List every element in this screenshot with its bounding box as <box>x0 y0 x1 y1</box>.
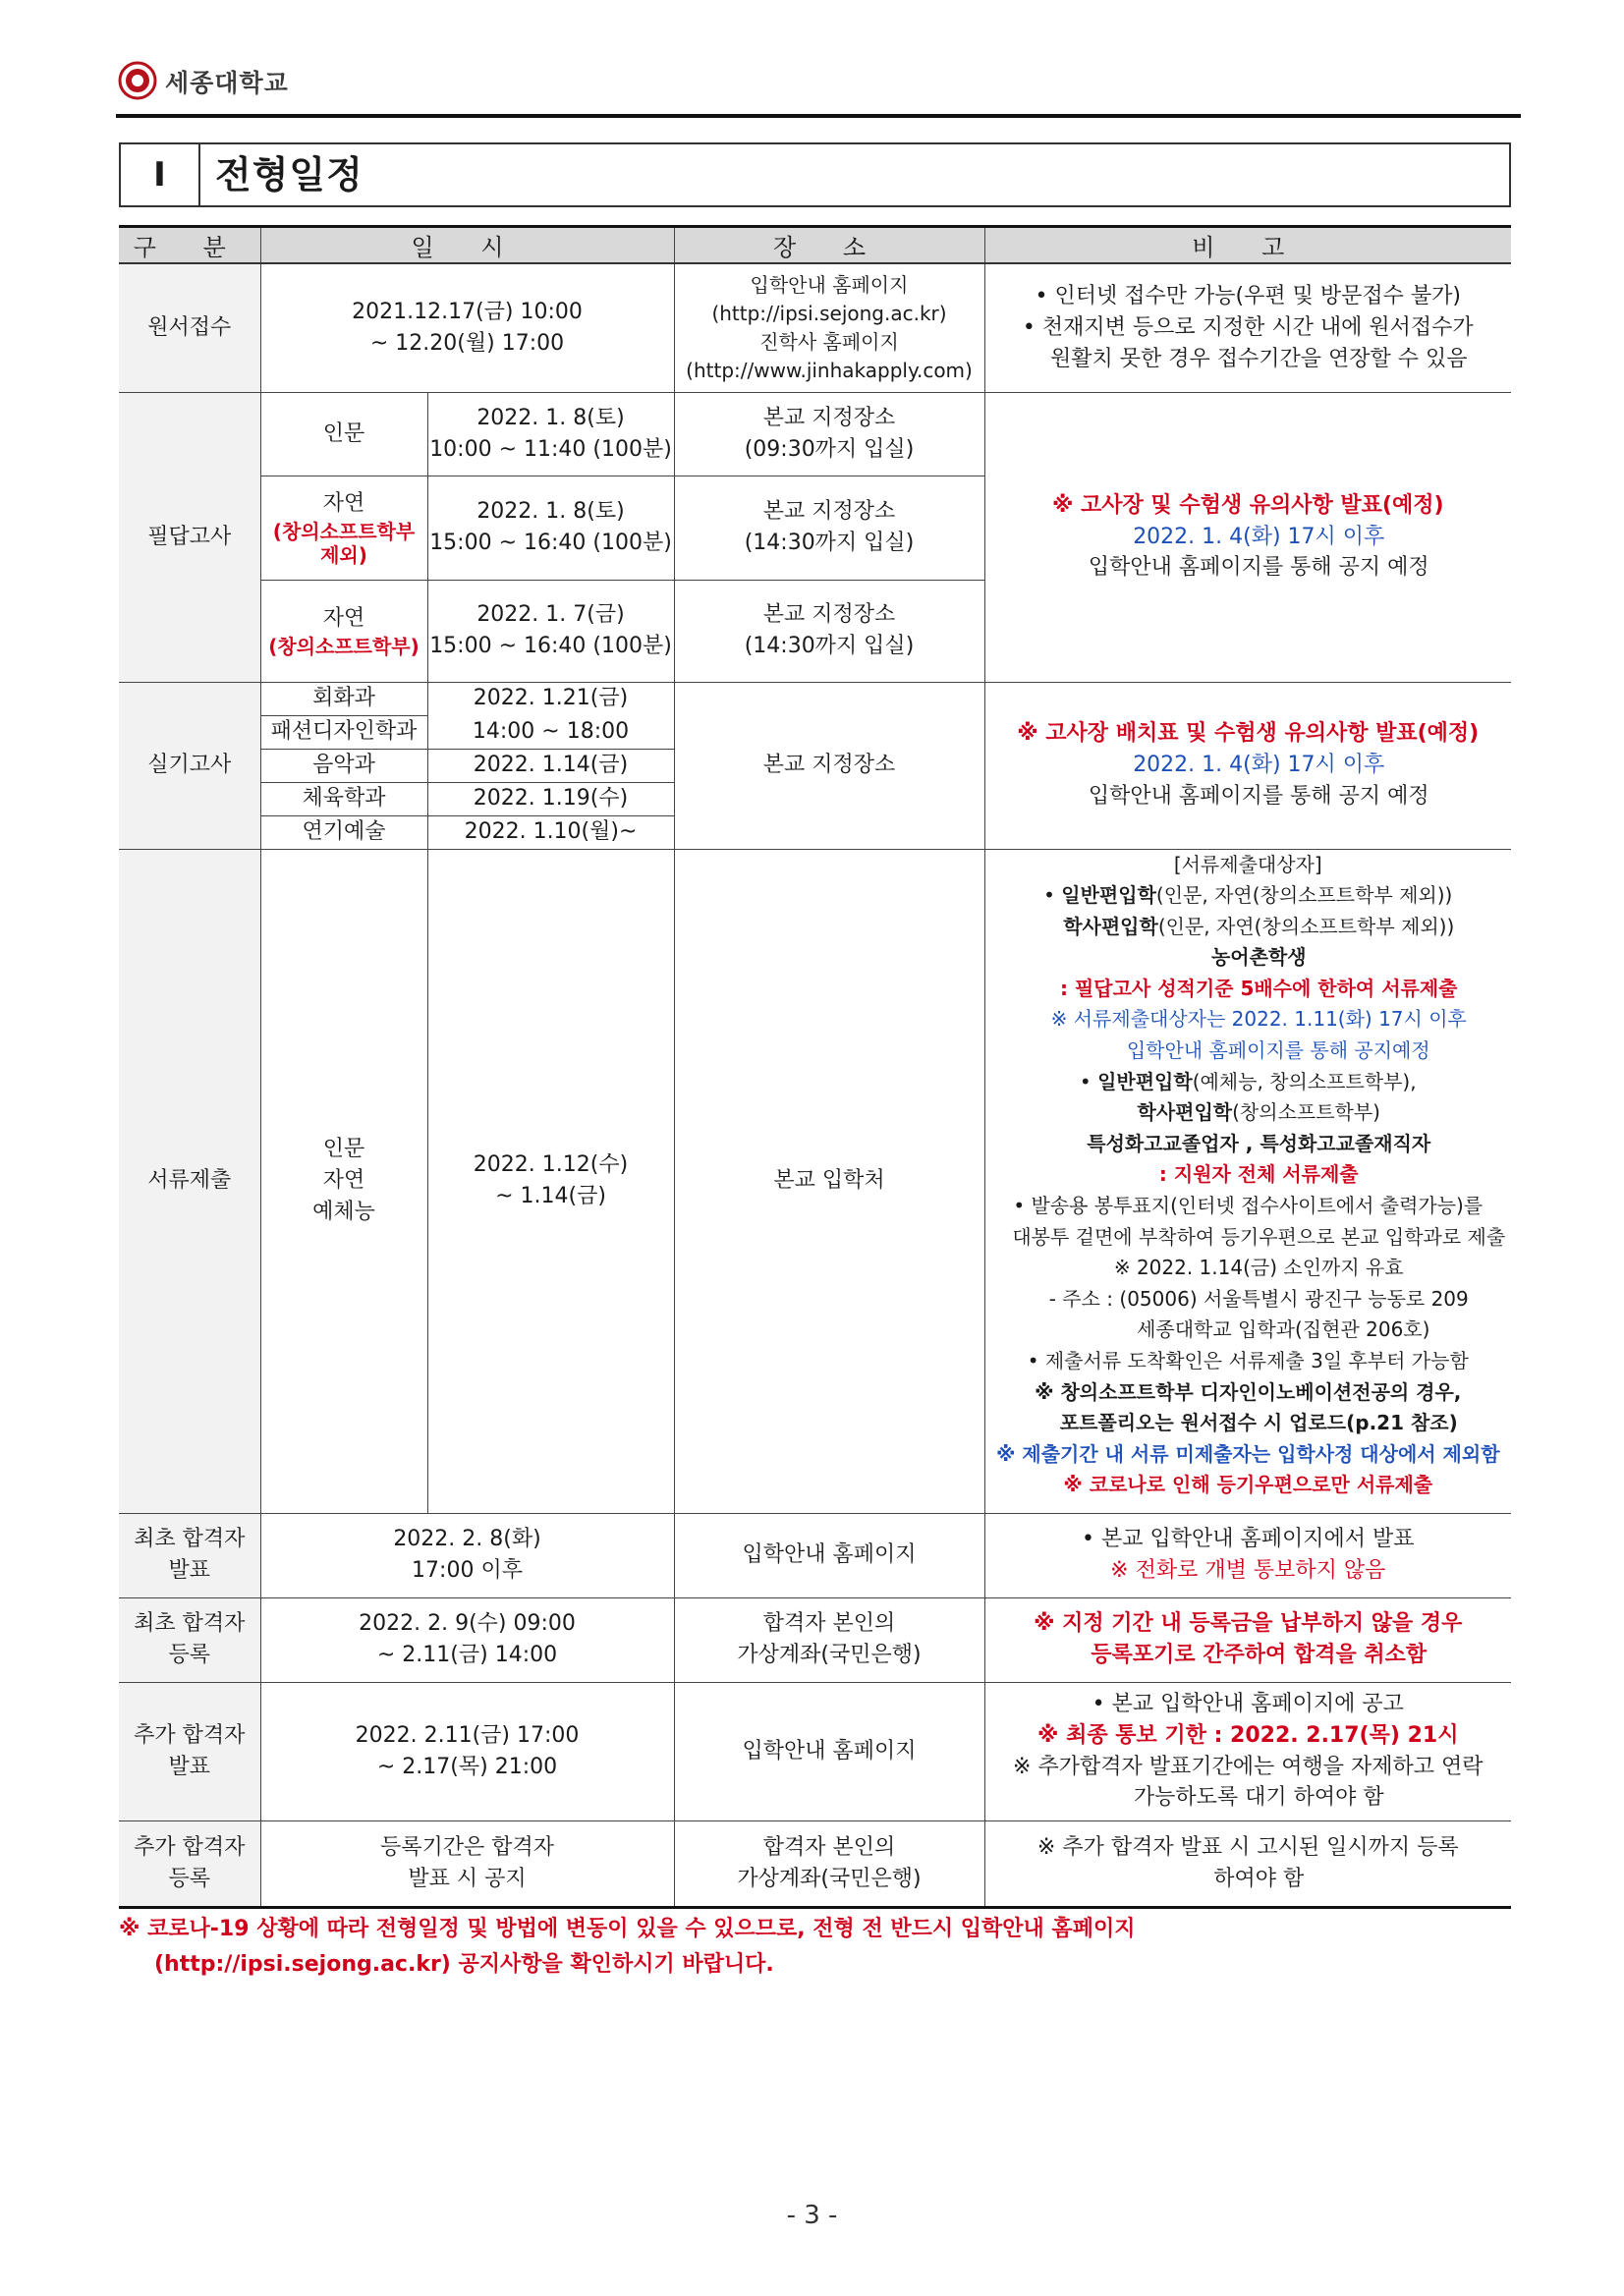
page-number: - 3 - <box>786 2201 838 2230</box>
datetime-cell: 14:00 ~ 18:00 <box>427 715 674 749</box>
datetime-cell: 2021.12.17(금) 10:00 ~ 12.20(월) 17:00 <box>260 263 674 392</box>
place-cell: 본교 지정장소 (14:30까지 입실) <box>674 476 984 580</box>
table-header-row <box>119 227 1511 264</box>
table-row <box>119 263 1511 392</box>
table-row <box>119 682 1511 715</box>
sub-cell: 자연 (창의소프트학부 제외) <box>260 476 427 580</box>
datetime-cell: 2022. 1.19(수) <box>427 782 674 815</box>
category-cell: 필답고사 <box>119 392 260 682</box>
place-cell: 본교 지정장소 (09:30까지 입실) <box>674 392 984 476</box>
datetime-cell: 2022. 1. 8(토) 15:00 ~ 16:40 (100분) <box>427 476 674 580</box>
place-cell: 합격자 본인의 가상계좌(국민은행) <box>674 1597 984 1682</box>
header-place: 장 소 <box>674 227 984 264</box>
page-header <box>116 57 1521 118</box>
table-row <box>119 1597 1511 1682</box>
place-cell: 입학안내 홈페이지 (http://ipsi.sejong.ac.kr) 진학사 홈페이지 (http://www.jinhakapply.com) <box>674 263 984 392</box>
header-datetime: 일 시 <box>260 227 674 264</box>
header-category: 구 분 <box>119 227 260 264</box>
header-note: 비 고 <box>984 227 1511 264</box>
sub-cell: 회화과 <box>260 682 427 715</box>
datetime-cell: 2022. 1. 8(토) 10:00 ~ 11:40 (100분) <box>427 392 674 476</box>
note-cell: ※ 추가 합격자 발표 시 고시된 일시까지 등록 하여야 함 <box>984 1820 1511 1907</box>
university-name: 세종대학교 <box>165 69 289 97</box>
category-cell: 서류제출 <box>119 849 260 1513</box>
datetime-cell: 2022. 1.21(금) <box>427 682 674 715</box>
table-row <box>119 1513 1511 1597</box>
note-cell: [서류제출대상자] • 일반편입학(인문, 자연(창의소프트학부 제외)) 학사편입학(인문, 자연(창의소프트학부 제외)) 농어촌학생 : 필답고사 성적기준 5배수에 한하여 서류제출 ※ 서류제출대상자는 2022. 1.11(화) 17시 이후 입학안내 홈페이지를 통해 공지예정 • 일반편입학(예체능, 창의소프트학부), 학사편입학(창의소프트학부) 특성화고교졸업자 , 특성화고교졸재직자 : 지원자 전체 서류제출 • 발송용 봉투표지(인터넷 접수사이트에서 출력가능)를 대봉투 겉면에 부착하여 등기우편으로 본교 입학과로 제출 ※ 2022. 1.14(금) 소인까지 유효 - 주소 : (05006) 서울특별시 광진구 능동로 209 세종대학교 입학과(집현관 206호) • 제출서류 도착확인은 서류제출 3일 후부터 가능함 ※ 창의소프트학부 디자인이노베이션전공의 경우, 포트폴리오는 원서접수 시 업로드(p.21 참조) ※ 제출기간 내 서류 미제출자는 입학사정 대상에서 제외함 ※ 코로나로 인해 등기우편으로만 서류제출 <box>984 849 1511 1513</box>
note-cell: • 본교 입학안내 홈페이지에 공고 ※ 최종 통보 기한 : 2022. 2.17(목) 21시 ※ 추가합격자 발표기간에는 여행을 자제하고 연락 가능하도록 대기 하여야 함 <box>984 1682 1511 1820</box>
note-cell: • 인터넷 접수만 가능(우편 및 방문접수 불가) • 천재지변 등으로 지정한 시간 내에 원서접수가 원활치 못한 경우 접수기간을 연장할 수 있음 <box>984 263 1511 392</box>
note-cell: • 본교 입학안내 홈페이지에서 발표 ※ 전화로 개별 통보하지 않음 <box>984 1513 1511 1597</box>
section-title-box <box>119 142 1511 207</box>
place-cell: 입학안내 홈페이지 <box>674 1682 984 1820</box>
category-cell: 실기고사 <box>119 682 260 849</box>
datetime-cell: 등록기간은 합격자 발표 시 공지 <box>260 1820 674 1907</box>
place-cell: 합격자 본인의 가상계좌(국민은행) <box>674 1820 984 1907</box>
covid-notice: ※ 코로나-19 상황에 따라 전형일정 및 방법에 변동이 있을 수 있으므로, 전형 전 반드시 입학안내 홈페이지 (http://ipsi.sejong.ac.kr) 공지사항을 확인하시기 바랍니다. <box>119 1917 1136 1977</box>
datetime-cell: 2022. 2. 9(수) 09:00 ~ 2.11(금) 14:00 <box>260 1597 674 1682</box>
category-cell: 원서접수 <box>119 263 260 392</box>
datetime-cell: 2022. 1.14(금) <box>427 749 674 782</box>
note-cell: ※ 고사장 배치표 및 수험생 유의사항 발표(예정) 2022. 1. 4(화) 17시 이후 입학안내 홈페이지를 통해 공지 예정 <box>984 682 1511 849</box>
datetime-cell: 2022. 1. 7(금) 15:00 ~ 16:40 (100분) <box>427 580 674 682</box>
datetime-cell: 2022. 2.11(금) 17:00 ~ 2.17(목) 21:00 <box>260 1682 674 1820</box>
section-number: Ⅰ <box>121 144 200 205</box>
sub-cell: 음악과 <box>260 749 427 782</box>
sub-cell: 자연 (창의소프트학부) <box>260 580 427 682</box>
schedule-table <box>119 225 1511 1909</box>
place-cell: 본교 지정장소 <box>674 682 984 849</box>
section-title: 전형일정 <box>215 153 364 196</box>
datetime-cell: 2022. 1.10(월)~ <box>427 815 674 849</box>
datetime-cell: 2022. 1.12(수) ~ 1.14(금) <box>427 849 674 1513</box>
place-cell: 본교 입학처 <box>674 849 984 1513</box>
table-row <box>119 849 1511 1513</box>
note-cell: ※ 지정 기간 내 등록금을 납부하지 않을 경우 등록포기로 간주하여 합격을 취소함 <box>984 1597 1511 1682</box>
place-cell: 입학안내 홈페이지 <box>674 1513 984 1597</box>
sub-cell: 패션디자인학과 <box>260 715 427 749</box>
table-row <box>119 1820 1511 1907</box>
place-cell: 본교 지정장소 (14:30까지 입실) <box>674 580 984 682</box>
sub-cell: 체육학과 <box>260 782 427 815</box>
table-row <box>119 392 1511 476</box>
table-row <box>119 1682 1511 1820</box>
category-cell: 최초 합격자 발표 <box>119 1513 260 1597</box>
sub-cell: 인문 자연 예체능 <box>260 849 427 1513</box>
note-cell: ※ 고사장 및 수험생 유의사항 발표(예정) 2022. 1. 4(화) 17시 이후 입학안내 홈페이지를 통해 공지 예정 <box>984 392 1511 682</box>
category-cell: 추가 합격자 등록 <box>119 1820 260 1907</box>
sub-cell: 연기예술 <box>260 815 427 849</box>
datetime-cell: 2022. 2. 8(화) 17:00 이후 <box>260 1513 674 1597</box>
university-seal-icon <box>118 61 157 100</box>
sub-cell: 인문 <box>260 392 427 476</box>
category-cell: 추가 합격자 발표 <box>119 1682 260 1820</box>
category-cell: 최초 합격자 등록 <box>119 1597 260 1682</box>
